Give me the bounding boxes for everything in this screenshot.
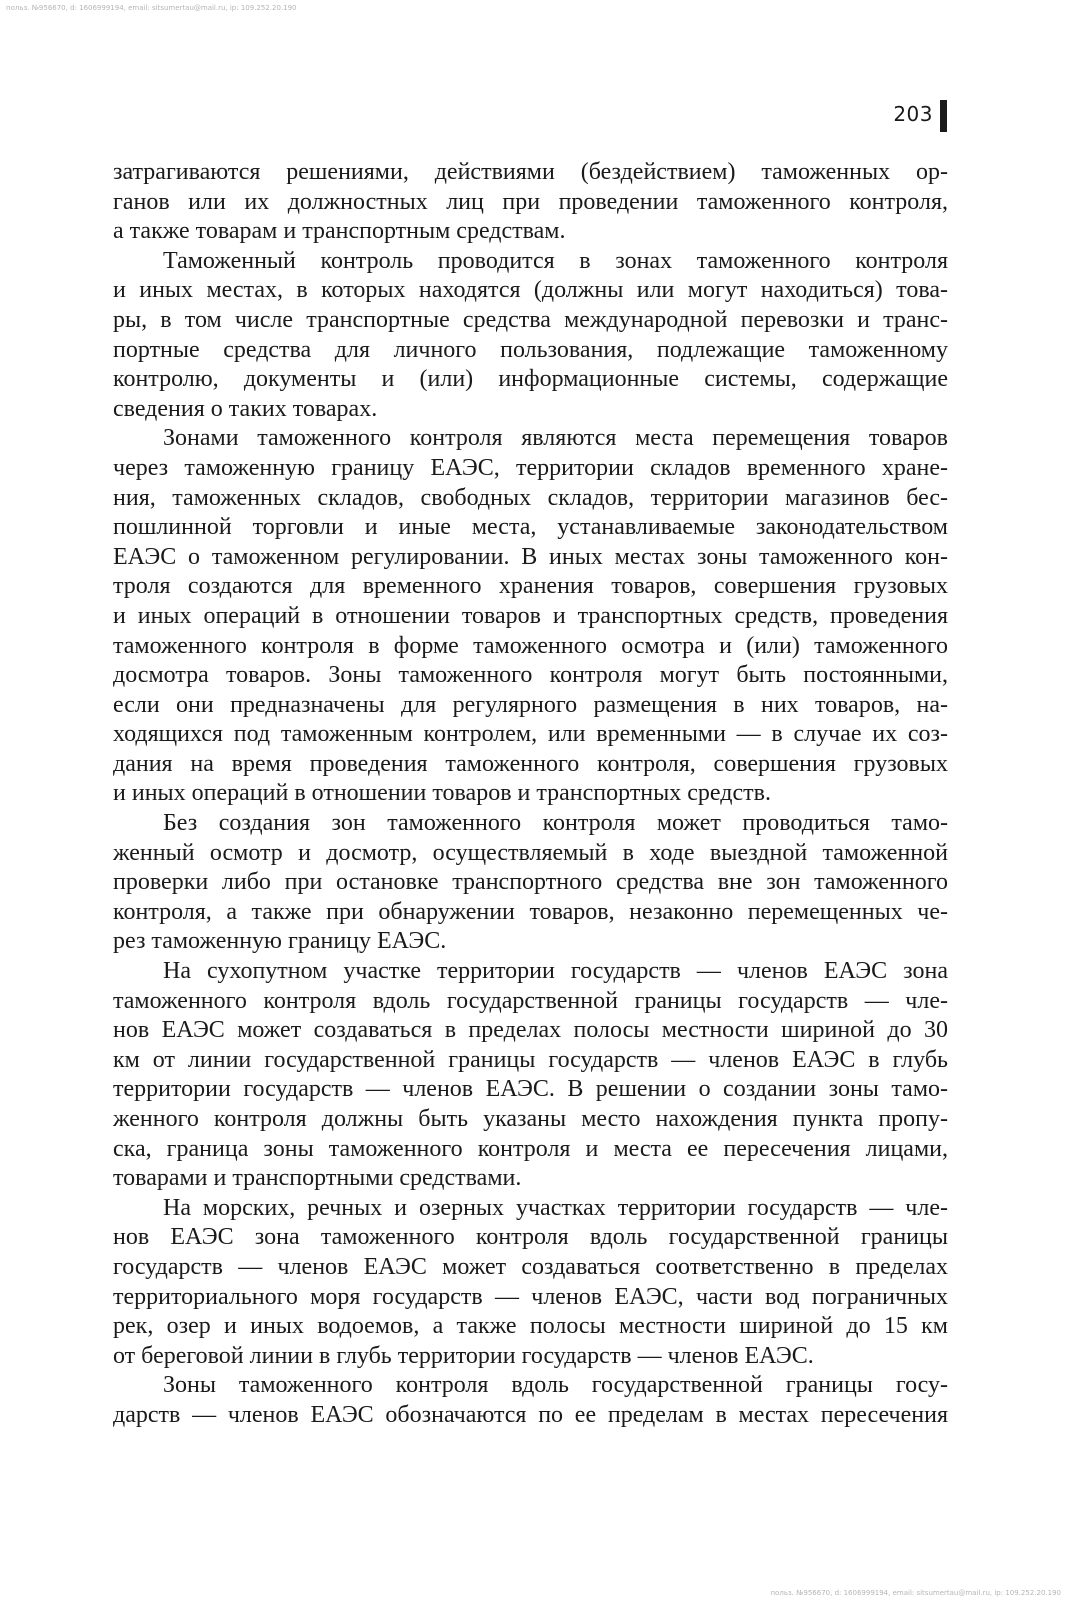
text-line: На сухопутном участке территории государств — членов ЕАЭС зона <box>163 958 948 985</box>
text-line: Без создания зон таможенного контроля может проводиться тамо- <box>163 810 948 837</box>
text-line: рез таможенную границу ЕАЭС. <box>113 928 447 955</box>
text-line: нов ЕАЭС зона таможенного контроля вдоль государственной границы <box>113 1224 948 1251</box>
text-line: и иных операций в отношении товаров и транспортных средств. <box>113 780 771 807</box>
text-line: ния, таможенных складов, свободных складов, территории магазинов бес- <box>113 484 948 511</box>
text-line: затрагиваются решениями, действиями (бездействием) таможенных ор- <box>113 159 948 185</box>
paragraph <box>113 957 948 1194</box>
text-line: а также товарам и транспортным средствам. <box>113 218 566 245</box>
text-line: Зонами таможенного контроля являются места перемещения товаров <box>163 425 948 452</box>
text-line: дания на время проведения таможенного контроля, совершения грузовых <box>113 750 948 777</box>
text-line: и иных операций в отношении товаров и транспортных средств, проведения <box>113 602 948 629</box>
watermark-bottom: польз. №956670, d: 1606999194, email: sitsumertau@mail.ru, ip: 109.252.20.190 <box>770 1589 1061 1597</box>
text-line: портные средства для личного пользования, подлежащие таможенному <box>113 336 948 363</box>
page-number-bar <box>940 100 947 132</box>
text-line: товарами и транспортными средствами. <box>113 1165 522 1192</box>
text-line: через таможенную границу ЕАЭС, территории складов временного хране- <box>113 454 948 481</box>
watermark-top: польз. №956670, d: 1606999194, email: sitsumertau@mail.ru, ip: 109.252.20.190 <box>6 4 297 12</box>
paragraph <box>113 247 948 425</box>
text-line: таможенного контроля в форме таможенного осмотра и (или) таможенного <box>113 632 948 659</box>
text-line: проверки либо при остановке транспортного средства вне зон таможенного <box>113 869 948 896</box>
text-line: и иных местах, в которых находятся (должны или могут находиться) това- <box>113 277 948 304</box>
text-line: ры, в том числе транспортные средства международной перевозки и транс- <box>113 306 948 333</box>
text-line: На морских, речных и озерных участках территории государств — чле- <box>163 1194 948 1221</box>
text-line: контролю, документы и (или) информационные системы, содержащие <box>113 366 948 393</box>
body-text <box>113 158 948 1431</box>
text-line: территории государств — членов ЕАЭС. В решении о создании зоны тамо- <box>113 1076 948 1103</box>
text-line: ходящихся под таможенным контролем, или временными — в случае их соз- <box>113 721 948 748</box>
text-line: от береговой линии в глубь территории государств — членов ЕАЭС. <box>113 1342 814 1369</box>
text-line: если они предназначены для регулярного размещения в них товаров, на- <box>113 691 948 718</box>
paragraph <box>113 809 948 957</box>
text-line: сведения о таких товарах. <box>113 395 378 422</box>
text-line: нов ЕАЭС может создаваться в пределах полосы местности шириной до 30 <box>113 1017 948 1044</box>
text-line: ганов или их должностных лиц при проведении таможенного контроля, <box>113 188 948 215</box>
text-line: женный осмотр и досмотр, осуществляемый в ходе выездной таможенной <box>113 839 948 866</box>
paragraph <box>113 1194 948 1372</box>
paragraph <box>113 424 948 809</box>
text-line: Таможенный контроль проводится в зонах таможенного контроля <box>163 247 948 274</box>
text-line: пошлинной торговли и иные места, устанавливаемые законодательством <box>113 514 948 541</box>
text-line: таможенного контроля вдоль государственной границы государств — чле- <box>113 987 948 1014</box>
text-line: ЕАЭС о таможенном регулировании. В иных местах зоны таможенного кон- <box>113 543 948 570</box>
text-line: троля создаются для временного хранения товаров, совершения грузовых <box>113 573 948 600</box>
text-line: досмотра товаров. Зоны таможенного контроля могут быть постоянными, <box>113 662 948 689</box>
text-line: контроля, а также при обнаружении товаров, незаконно перемещенных че- <box>113 898 948 925</box>
text-line: км от линии государственной границы государств — членов ЕАЭС в глубь <box>113 1046 948 1073</box>
paragraph <box>113 1371 948 1430</box>
text-line: дарств — членов ЕАЭС обозначаются по ее пределам в местах пересечения <box>113 1401 948 1428</box>
text-line: Зоны таможенного контроля вдоль государственной границы госу- <box>163 1372 948 1399</box>
text-line: ска, граница зоны таможенного контроля и места ее пересечения лицами, <box>113 1135 948 1162</box>
text-line: государств — членов ЕАЭС может создаваться соответственно в пределах <box>113 1253 948 1280</box>
text-line: территориального моря государств — членов ЕАЭС, части вод пограничных <box>113 1283 948 1310</box>
page-number: 203 <box>893 102 933 126</box>
text-line: рек, озер и иных водоемов, а также полосы местности шириной до 15 км <box>113 1313 948 1340</box>
paragraph <box>113 158 948 247</box>
text-line: женного контроля должны быть указаны место нахождения пункта пропу- <box>113 1106 948 1132</box>
